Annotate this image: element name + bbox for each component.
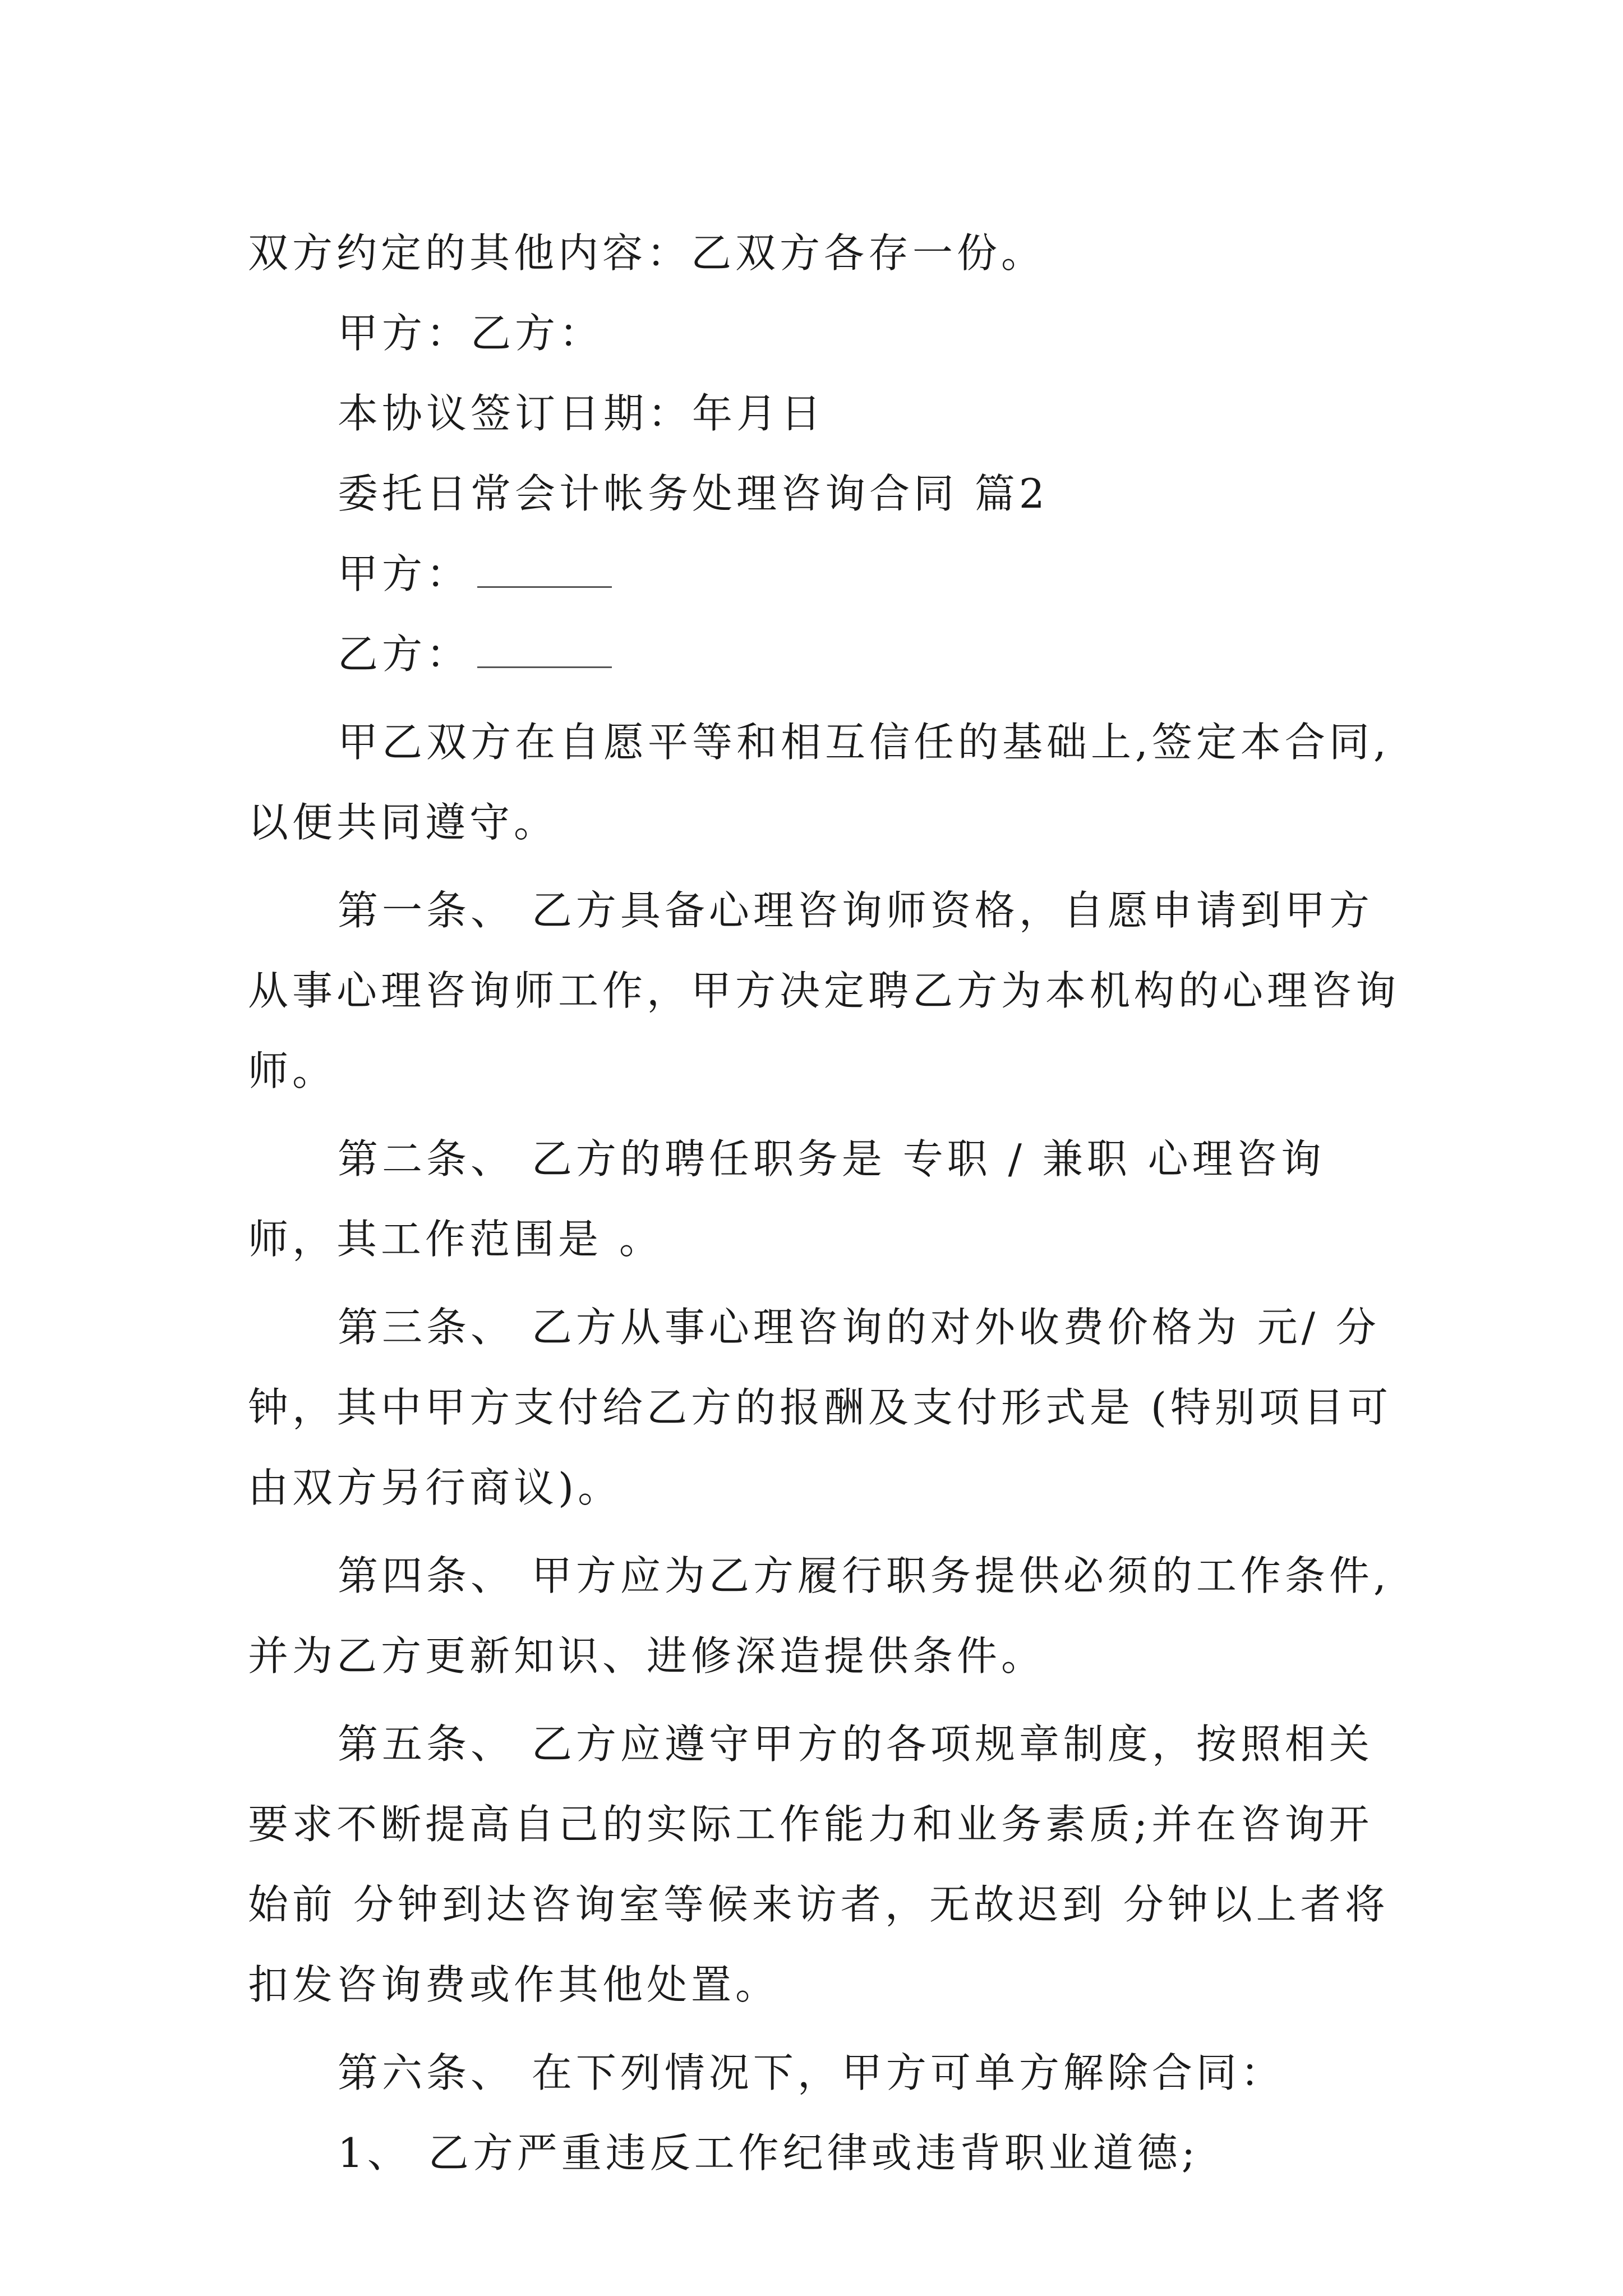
text-line: 并为乙方更新知识、进修深造提供条件。 xyxy=(248,1632,1046,1680)
article-2: 第二条、 乙方的聘任职务是 专职 / 兼职 心理咨询 xyxy=(338,1135,1325,1182)
article-4: 第四条、 甲方应为乙方履行职务提供必须的工作条件, xyxy=(338,1552,1390,1599)
text-line: 双方约定的其他内容：乙双方各存一份。 xyxy=(248,229,1046,277)
text-line: 师，其工作范围是 。 xyxy=(248,1216,663,1263)
text-line: 钟，其中甲方支付给乙方的报酬及支付形式是 (特别项目可 xyxy=(248,1384,1392,1431)
party-a-line xyxy=(248,534,1375,614)
text-line: 始前 分钟到达咨询室等候来访者，无故迟到 分钟以上者将 xyxy=(248,1881,1389,1928)
party-a-blank xyxy=(477,553,612,588)
text-line: 由双方另行商议)。 xyxy=(248,1464,623,1511)
text-line: 扣发咨询费或作其他处置。 xyxy=(248,1961,780,2008)
signature-parties-line: 甲方：乙方： xyxy=(338,310,604,357)
text-line: 以便共同遵守。 xyxy=(248,799,559,846)
text-line: 师。 xyxy=(248,1047,337,1094)
list-item: 1、 乙方严重违反工作纪律或违背职业道德; xyxy=(338,2129,1199,2177)
party-b-label: 乙方： xyxy=(338,631,471,678)
contract-title: 委托日常会计帐务处理咨询合同 篇2 xyxy=(338,470,1049,517)
text-line: 从事心理咨询师工作，甲方决定聘乙方为本机构的心理咨询 xyxy=(248,967,1400,1014)
article-5: 第五条、 乙方应遵守甲方的各项规章制度，按照相关 xyxy=(338,1720,1373,1768)
text-line: 甲乙双方在自愿平等和相互信任的基础上,签定本合同, xyxy=(338,719,1390,766)
party-b-blank xyxy=(477,633,612,668)
signing-date-line: 本协议签订日期：年月日 xyxy=(338,390,826,437)
party-b-line xyxy=(248,614,1375,694)
article-6: 第六条、 在下列情况下，甲方可单方解除合同： xyxy=(338,2049,1285,2096)
text-line: 要求不断提高自己的实际工作能力和业务素质;并在咨询开 xyxy=(248,1801,1373,1848)
party-a-label: 甲方： xyxy=(338,550,471,597)
article-3: 第三条、 乙方从事心理咨询的对外收费价格为 元/ 分 xyxy=(338,1304,1380,1351)
document-body xyxy=(248,213,1400,2193)
article-1: 第一条、 乙方具备心理咨询师资格，自愿申请到甲方 xyxy=(338,887,1373,934)
